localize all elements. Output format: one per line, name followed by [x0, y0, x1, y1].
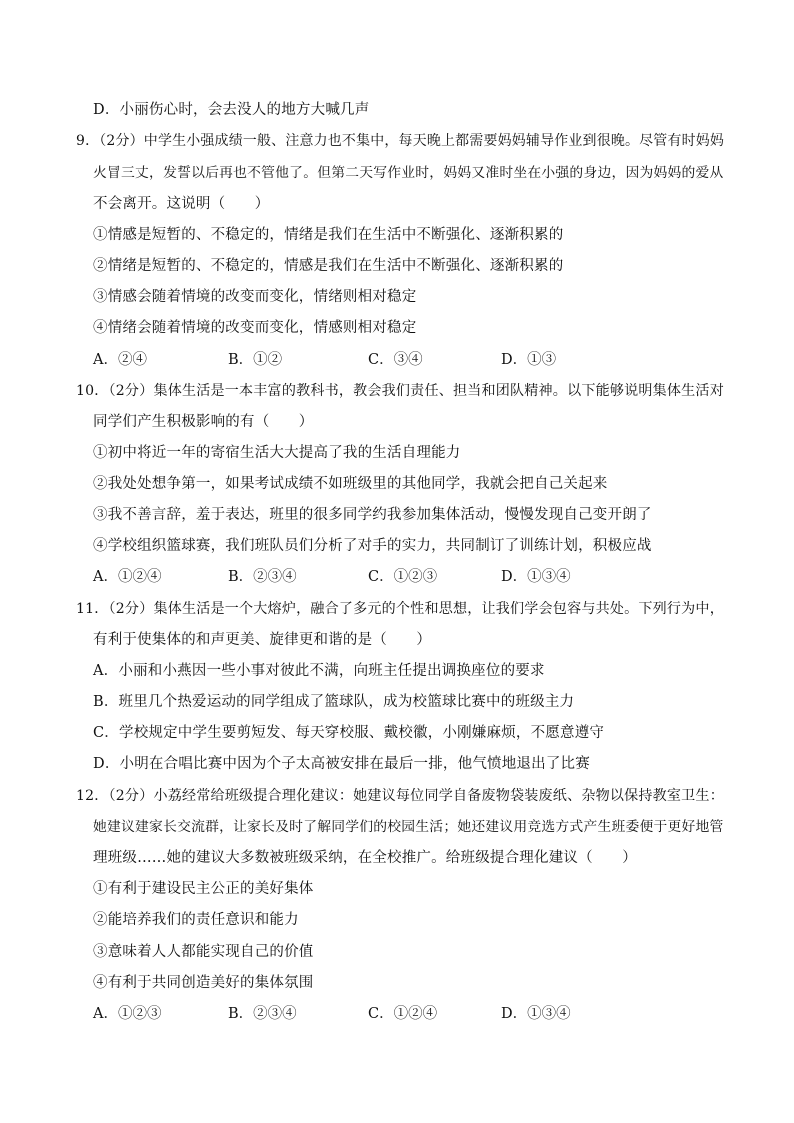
q11-option-c[interactable]: C．学校规定中学生要剪短发、每天穿校服、戴校徽，小刚嫌麻烦，不愿意遵守 [93, 725, 605, 741]
q9-statement-2: ②情绪是短暂的、不稳定的，情感是我们在生活中不断强化、逐渐积累的 [93, 258, 564, 274]
q9-stem-line-2: 火冒三丈，发誓以后再也不管他了。但第二天写作业时，妈妈又准时坐在小强的身边，因为妈妈的爱从 [93, 165, 724, 181]
q11-stem-line-1: 11．（2分）集体生活是一个大熔炉，融合了多元的个性和思想，让我们学会包容与共处。下列行为中， [76, 601, 724, 617]
q10-option-a[interactable]: A．①②④ [93, 569, 162, 585]
q9-stem-line-1: 9．（2分）中学生小强成绩一般、注意力也不集中，每天晚上都需要妈妈辅导作业到很晚。尽管有时妈妈 [76, 133, 725, 149]
q9-stem-line-3: 不会离开。这说明（ ） [93, 196, 270, 212]
q11-option-b[interactable]: B．班里几个热爱运动的同学组成了篮球队，成为校篮球比赛中的班级主力 [93, 694, 575, 710]
q9-option-b[interactable]: B．①② [228, 352, 283, 368]
q9-option-d[interactable]: D．①③ [501, 352, 557, 368]
q12-statement-3: ③意味着人人都能实现自己的价值 [93, 944, 314, 960]
q9-statement-4: ④情绪会随着情境的改变而变化，情感则相对稳定 [93, 320, 417, 336]
q12-option-b[interactable]: B．②③④ [228, 1006, 297, 1022]
q12-stem-line-3: 理班级……她的建议大多数被班级采纳，在全校推广。给班级提合理化建议（ ） [93, 850, 637, 866]
q11-option-a[interactable]: A．小丽和小燕因一些小事对彼此不满，向班主任提出调换座位的要求 [93, 663, 545, 679]
q12-stem-line-2: 她建议建家长交流群，让家长及时了解同学们的校园生活；她还建议用竞选方式产生班委便于更好地管 [93, 819, 724, 835]
q12-option-c[interactable]: C．①②④ [368, 1006, 438, 1022]
q10-statement-4: ④学校组织篮球赛，我们班队员们分析了对手的实力，共同制订了训练计划，积极应战 [93, 538, 652, 554]
q12-option-d[interactable]: D．①③④ [501, 1006, 571, 1022]
q10-stem-line-1: 10．（2分）集体生活是一本丰富的教科书，教会我们责任、担当和团队精神。以下能够说明集体生活对 [76, 383, 724, 399]
q9-statement-3: ③情感会随着情境的改变而变化，情绪则相对稳定 [93, 289, 417, 305]
q10-statement-1: ①初中将近一年的寄宿生活大大提高了我的生活自理能力 [93, 445, 461, 461]
q10-option-b[interactable]: B．②③④ [228, 569, 297, 585]
q12-statement-4: ④有利于共同创造美好的集体氛围 [93, 975, 314, 991]
q11-option-d[interactable]: D．小明在合唱比赛中因为个子太高被安排在最后一排，他气愤地退出了比赛 [93, 756, 590, 772]
q10-statement-3: ③我不善言辞，羞于表达，班里的很多同学约我参加集体活动，慢慢发现自己变开朗了 [93, 507, 652, 523]
q10-statement-2: ②我处处想争第一，如果考试成绩不如班级里的其他同学，我就会把自己关起来 [93, 476, 608, 492]
q9-option-c[interactable]: C．③④ [368, 352, 423, 368]
q12-statement-2: ②能培养我们的责任意识和能力 [93, 912, 299, 928]
q9-statement-1: ①情感是短暂的、不稳定的，情绪是我们在生活中不断强化、逐渐积累的 [93, 227, 564, 243]
q12-statement-1: ①有利于建设民主公正的美好集体 [93, 881, 314, 897]
q10-stem-line-2: 同学们产生积极影响的有（ ） [93, 414, 314, 430]
q12-stem-line-1: 12．（2分）小荔经常给班级提合理化建议：她建议每位同学自备废物袋装废纸、杂物以保持教室卫生： [76, 788, 724, 804]
q12-option-a[interactable]: A．①②③ [93, 1006, 162, 1022]
q10-option-c[interactable]: C．①②③ [368, 569, 438, 585]
q11-stem-line-2: 有利于使集体的和声更美、旋律更和谐的是（ ） [93, 632, 432, 648]
q8-option-d: D．小丽伤心时，会去没人的地方大喊几声 [93, 102, 370, 118]
q9-option-a[interactable]: A．②④ [93, 352, 147, 368]
q10-option-d[interactable]: D．①③④ [501, 569, 571, 585]
